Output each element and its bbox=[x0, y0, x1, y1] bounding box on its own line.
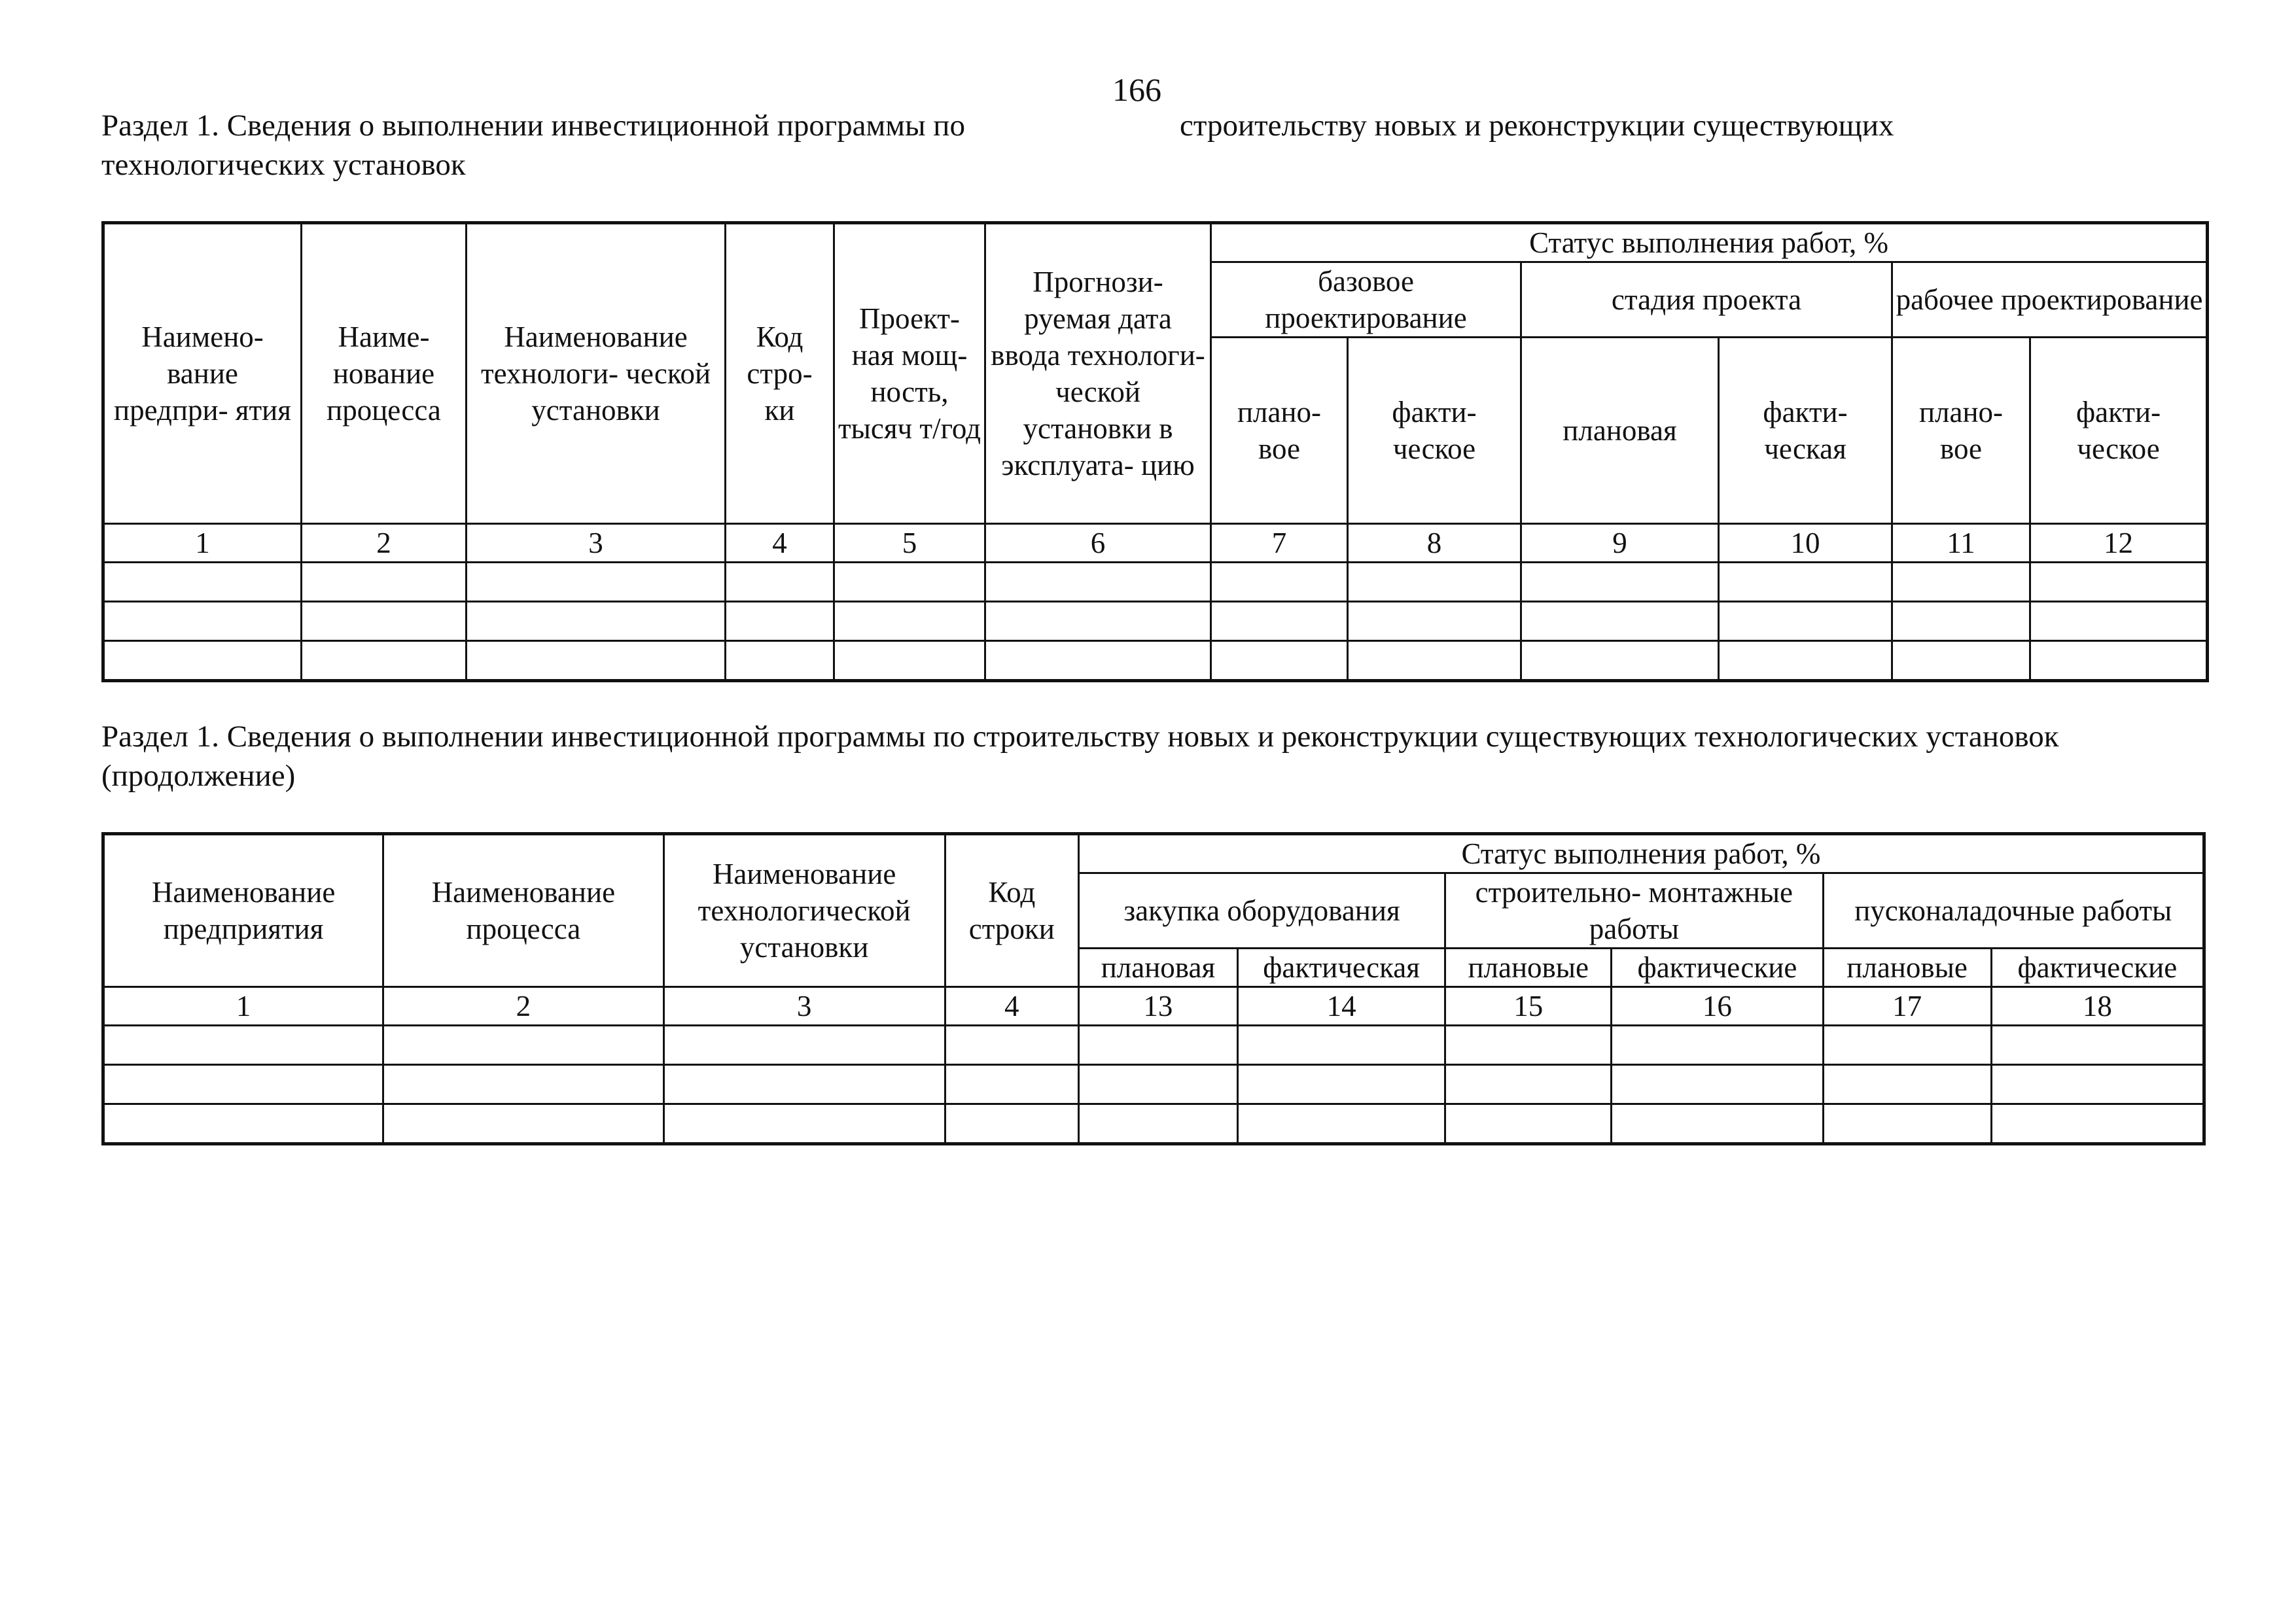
empty-cell[interactable] bbox=[103, 1026, 383, 1065]
empty-cell[interactable] bbox=[1719, 641, 1892, 681]
column-number: 4 bbox=[726, 524, 834, 563]
empty-cell[interactable] bbox=[834, 563, 985, 602]
empty-cell[interactable] bbox=[945, 1104, 1078, 1144]
table-row bbox=[103, 1065, 2204, 1104]
empty-cell[interactable] bbox=[103, 641, 302, 681]
column-number: 17 bbox=[1823, 987, 1991, 1026]
column-number: 18 bbox=[1991, 987, 2204, 1026]
empty-cell[interactable] bbox=[103, 1065, 383, 1104]
empty-cell[interactable] bbox=[1521, 602, 1719, 641]
empty-cell[interactable] bbox=[985, 563, 1211, 602]
table-row bbox=[103, 563, 2208, 602]
empty-cell[interactable] bbox=[1211, 602, 1348, 641]
empty-cell[interactable] bbox=[383, 1104, 663, 1144]
empty-cell[interactable] bbox=[663, 1065, 945, 1104]
header-stage-planned: плановая bbox=[1521, 338, 1719, 524]
empty-cell[interactable] bbox=[1445, 1104, 1612, 1144]
empty-cell[interactable] bbox=[945, 1026, 1078, 1065]
column-number: 10 bbox=[1719, 524, 1892, 563]
column-number: 12 bbox=[2030, 524, 2208, 563]
header-work-status: Статус выполнения работ, % bbox=[1078, 834, 2204, 873]
section2-heading-continuation: (продолжение) bbox=[101, 759, 296, 793]
table-row bbox=[103, 602, 2208, 641]
column-number: 3 bbox=[663, 987, 945, 1026]
empty-cell[interactable] bbox=[1348, 641, 1521, 681]
empty-cell[interactable] bbox=[2030, 602, 2208, 641]
empty-cell[interactable] bbox=[467, 641, 726, 681]
empty-cell[interactable] bbox=[1612, 1065, 1823, 1104]
header-row-code: Код стро- ки bbox=[726, 223, 834, 524]
section1-heading-part1: Раздел 1. Сведения о выполнении инвестиционной программы по bbox=[101, 109, 965, 143]
header-work-status: Статус выполнения работ, % bbox=[1211, 223, 2208, 262]
empty-cell[interactable] bbox=[945, 1065, 1078, 1104]
empty-cell[interactable] bbox=[1521, 563, 1719, 602]
empty-cell[interactable] bbox=[1348, 563, 1521, 602]
empty-cell[interactable] bbox=[1211, 563, 1348, 602]
empty-cell[interactable] bbox=[1078, 1104, 1237, 1144]
empty-cell[interactable] bbox=[1238, 1104, 1445, 1144]
empty-cell[interactable] bbox=[103, 1104, 383, 1144]
header-commissioning-date: Прогнози- руемая дата ввода технологи- ческой установки в эксплуата- цию bbox=[985, 223, 1211, 524]
empty-cell[interactable] bbox=[1991, 1104, 2204, 1144]
header-basic-design: базовое проектирование bbox=[1211, 262, 1521, 338]
empty-cell[interactable] bbox=[663, 1104, 945, 1144]
empty-cell[interactable] bbox=[1719, 602, 1892, 641]
empty-cell[interactable] bbox=[1445, 1065, 1612, 1104]
empty-cell[interactable] bbox=[302, 641, 467, 681]
header-commissioning-actual: фактические bbox=[1991, 949, 2204, 987]
header-design-capacity: Проект- ная мощ- ность, тысяч т/год bbox=[834, 223, 985, 524]
column-number: 11 bbox=[1892, 524, 2030, 563]
empty-cell[interactable] bbox=[1238, 1065, 1445, 1104]
empty-cell[interactable] bbox=[302, 602, 467, 641]
empty-cell[interactable] bbox=[1445, 1026, 1612, 1065]
empty-cell[interactable] bbox=[103, 602, 302, 641]
column-number-row bbox=[103, 524, 2208, 563]
section1-heading-part3: технологических установок bbox=[101, 148, 466, 182]
header-detailed-design: рабочее проектирование bbox=[1892, 262, 2208, 338]
header-process: Наиме- нование процесса bbox=[302, 223, 467, 524]
empty-cell[interactable] bbox=[726, 641, 834, 681]
header-detailed-planned: плано- вое bbox=[1892, 338, 2030, 524]
header-installation: Наименование технологи- ческой установки bbox=[467, 223, 726, 524]
column-number: 1 bbox=[103, 524, 302, 563]
empty-cell[interactable] bbox=[467, 563, 726, 602]
column-number: 3 bbox=[467, 524, 726, 563]
header-detailed-actual: факти- ческое bbox=[2030, 338, 2208, 524]
investment-program-table bbox=[101, 221, 2209, 682]
header-construction-planned: плановые bbox=[1445, 949, 1612, 987]
investment-program-table-continuation bbox=[101, 832, 2206, 1145]
column-number: 14 bbox=[1238, 987, 1445, 1026]
empty-cell[interactable] bbox=[1823, 1026, 1991, 1065]
column-number: 9 bbox=[1521, 524, 1719, 563]
empty-cell[interactable] bbox=[1078, 1026, 1237, 1065]
header-equipment-purchase: закупка оборудования bbox=[1078, 873, 1445, 949]
table-row bbox=[103, 1026, 2204, 1065]
empty-cell[interactable] bbox=[2030, 641, 2208, 681]
empty-cell[interactable] bbox=[2030, 563, 2208, 602]
header-commissioning-works: пусконаладочные работы bbox=[1823, 873, 2204, 949]
table-row bbox=[103, 1104, 2204, 1144]
empty-cell[interactable] bbox=[985, 602, 1211, 641]
header-installation: Наименование технологической установки bbox=[663, 834, 945, 987]
empty-cell[interactable] bbox=[1238, 1026, 1445, 1065]
header-basic-planned: плано- вое bbox=[1211, 338, 1348, 524]
column-number: 2 bbox=[383, 987, 663, 1026]
column-number: 2 bbox=[302, 524, 467, 563]
table-row bbox=[103, 641, 2208, 681]
empty-cell[interactable] bbox=[1612, 1104, 1823, 1144]
empty-cell[interactable] bbox=[1892, 563, 2030, 602]
empty-cell[interactable] bbox=[1892, 641, 2030, 681]
empty-cell[interactable] bbox=[302, 563, 467, 602]
column-number: 4 bbox=[945, 987, 1078, 1026]
empty-cell[interactable] bbox=[1211, 641, 1348, 681]
header-process: Наименование процесса bbox=[383, 834, 663, 987]
column-number: 7 bbox=[1211, 524, 1348, 563]
empty-cell[interactable] bbox=[103, 563, 302, 602]
empty-cell[interactable] bbox=[383, 1026, 663, 1065]
column-number: 8 bbox=[1348, 524, 1521, 563]
header-stage-actual: факти- ческая bbox=[1719, 338, 1892, 524]
empty-cell[interactable] bbox=[1078, 1065, 1237, 1104]
empty-cell[interactable] bbox=[1521, 641, 1719, 681]
column-number: 16 bbox=[1612, 987, 1823, 1026]
empty-cell[interactable] bbox=[1823, 1104, 1991, 1144]
header-basic-actual: факти- ческое bbox=[1348, 338, 1521, 524]
header-construction-works: строительно- монтажные работы bbox=[1445, 873, 1823, 949]
page-number: 166 bbox=[1112, 71, 1161, 108]
empty-cell[interactable] bbox=[1612, 1026, 1823, 1065]
empty-cell[interactable] bbox=[726, 602, 834, 641]
column-number: 13 bbox=[1078, 987, 1237, 1026]
column-number: 1 bbox=[103, 987, 383, 1026]
empty-cell[interactable] bbox=[1823, 1065, 1991, 1104]
column-number: 15 bbox=[1445, 987, 1612, 1026]
header-enterprise: Наименование предприятия bbox=[103, 834, 383, 987]
empty-cell[interactable] bbox=[1719, 563, 1892, 602]
empty-cell[interactable] bbox=[383, 1065, 663, 1104]
empty-cell[interactable] bbox=[1991, 1065, 2204, 1104]
header-commissioning-planned: плановые bbox=[1823, 949, 1991, 987]
column-number: 6 bbox=[985, 524, 1211, 563]
header-row-code: Код строки bbox=[945, 834, 1078, 987]
empty-cell[interactable] bbox=[985, 641, 1211, 681]
column-number-row bbox=[103, 987, 2204, 1026]
empty-cell[interactable] bbox=[834, 641, 985, 681]
empty-cell[interactable] bbox=[1348, 602, 1521, 641]
column-number: 5 bbox=[834, 524, 985, 563]
empty-cell[interactable] bbox=[726, 563, 834, 602]
empty-cell[interactable] bbox=[1892, 602, 2030, 641]
section2-heading: Раздел 1. Сведения о выполнении инвестиционной программы по строительству новых и реконструкции существующих технологических установок bbox=[101, 720, 2059, 754]
empty-cell[interactable] bbox=[1991, 1026, 2204, 1065]
header-purchase-actual: фактическая bbox=[1238, 949, 1445, 987]
header-purchase-planned: плановая bbox=[1078, 949, 1237, 987]
empty-cell[interactable] bbox=[663, 1026, 945, 1065]
empty-cell[interactable] bbox=[834, 602, 985, 641]
header-enterprise: Наимено- вание предпри- ятия bbox=[103, 223, 302, 524]
empty-cell[interactable] bbox=[467, 602, 726, 641]
section1-heading-part2: строительству новых и реконструкции существующих bbox=[1180, 109, 1894, 143]
header-project-stage: стадия проекта bbox=[1521, 262, 1892, 338]
header-construction-actual: фактические bbox=[1612, 949, 1823, 987]
